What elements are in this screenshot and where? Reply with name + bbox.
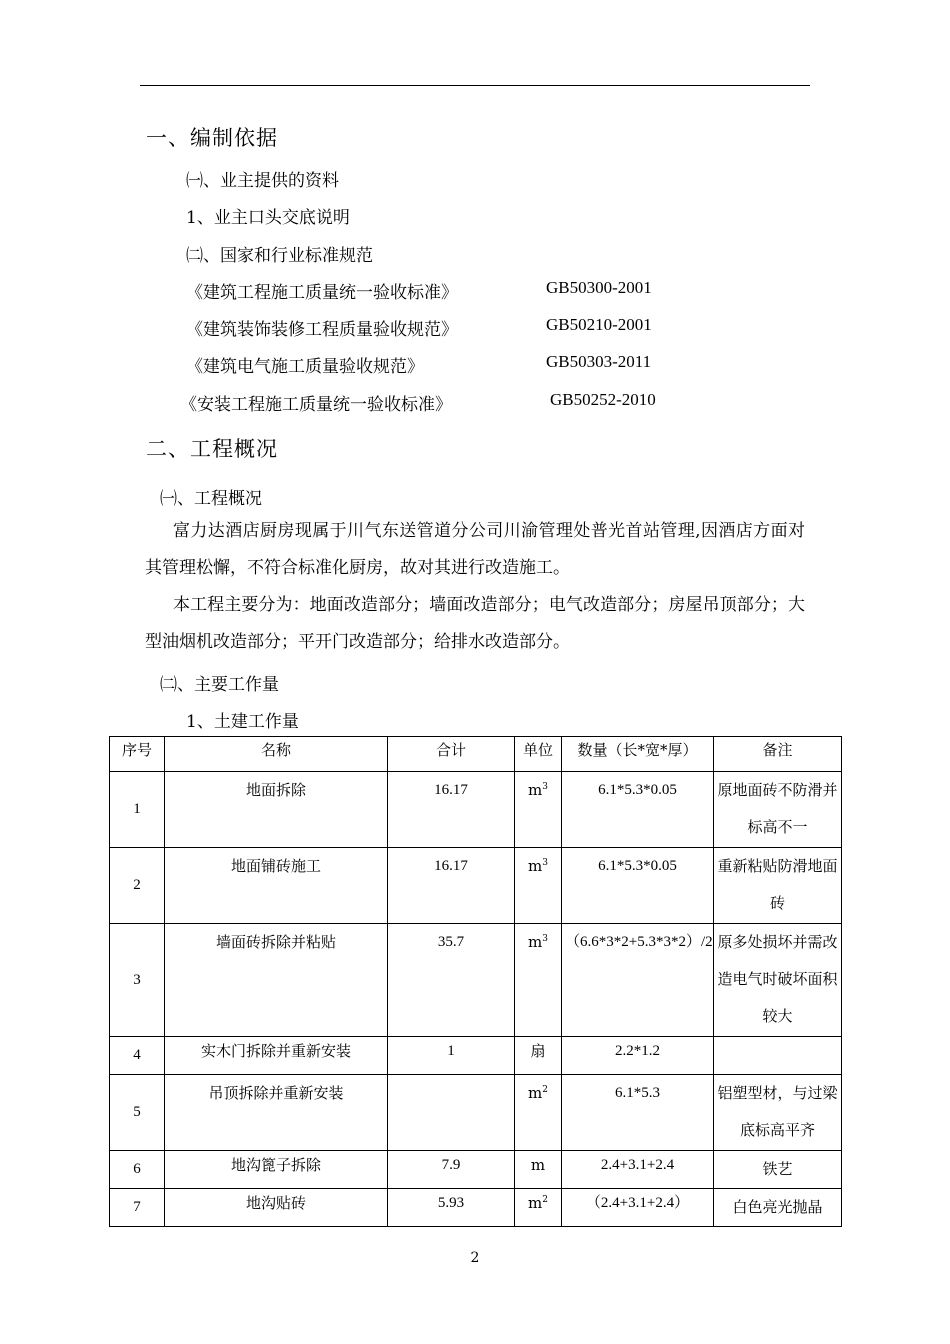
section-2-item-1: 1、土建工作量 bbox=[186, 712, 299, 732]
section-2-title: 二、工程概况 bbox=[146, 437, 278, 461]
cell-no: 1 bbox=[110, 772, 165, 848]
table-header-row bbox=[110, 737, 842, 772]
cell-unit: $m^2$ bbox=[515, 1075, 562, 1151]
cell-no: 3 bbox=[110, 924, 165, 1037]
header-qty: 数量（长*宽*厚） bbox=[562, 737, 714, 772]
cell-qty: 2.2*1.2 bbox=[562, 1037, 714, 1075]
table-row bbox=[110, 1151, 842, 1189]
standard-name: 《建筑电气施工质量验收规范》 bbox=[186, 357, 424, 377]
header-note: 备注 bbox=[714, 737, 842, 772]
cell-qty: 6.1*5.3*0.05 bbox=[562, 848, 714, 924]
cell-name: 实木门拆除并重新安装 bbox=[165, 1037, 388, 1075]
table-row bbox=[110, 1037, 842, 1075]
standard-code: GB50300-2001 bbox=[546, 278, 652, 297]
workload-table bbox=[109, 736, 842, 1227]
standard-code: GB50303-2011 bbox=[546, 352, 652, 371]
standard-code: GB50210-2001 bbox=[546, 315, 652, 334]
section-1-sub-1: ㈠、业主提供的资料 bbox=[186, 171, 339, 191]
cell-unit: $m^3$ bbox=[515, 848, 562, 924]
standard-name: 《建筑工程施工质量统一验收标准》 bbox=[186, 283, 458, 303]
cell-unit: $m^2$ bbox=[515, 1189, 562, 1227]
cell-qty: 2.4+3.1+2.4 bbox=[562, 1151, 714, 1189]
header-no: 序号 bbox=[110, 737, 165, 772]
cell-note bbox=[714, 1037, 842, 1075]
cell-no: 4 bbox=[110, 1037, 165, 1075]
cell-note: 白色亮光抛晶 bbox=[714, 1189, 842, 1227]
overview-paragraph-1: 富力达酒店厨房现属于川气东送管道分公司川渝管理处普光首站管理,因酒店方面对其管理松懈，不符合标准化厨房，故对其进行改造施工。 bbox=[145, 521, 805, 578]
cell-name: 吊顶拆除并重新安装 bbox=[165, 1075, 388, 1151]
cell-qty: 6.1*5.3*0.05 bbox=[562, 772, 714, 848]
cell-note: 原地面砖不防滑并标高不一 bbox=[714, 772, 842, 848]
section-2-sub-2: ㈡、主要工作量 bbox=[160, 675, 279, 695]
cell-name: 墙面砖拆除并粘贴 bbox=[165, 924, 388, 1037]
cell-name: 地面拆除 bbox=[165, 772, 388, 848]
cell-no: 6 bbox=[110, 1151, 165, 1189]
standard-code: GB50252-2010 bbox=[550, 390, 656, 409]
header-total: 合计 bbox=[388, 737, 515, 772]
cell-name: 地面铺砖施工 bbox=[165, 848, 388, 924]
cell-unit: $m^3$ bbox=[515, 772, 562, 848]
standard-name: 《建筑装饰装修工程质量验收规范》 bbox=[186, 320, 458, 340]
cell-qty: （2.4+3.1+2.4） bbox=[562, 1189, 714, 1227]
header-rule bbox=[140, 85, 810, 86]
cell-unit: 扇 bbox=[515, 1037, 562, 1075]
standard-name: 《安装工程施工质量统一验收标准》 bbox=[180, 395, 452, 415]
table-row bbox=[110, 848, 842, 924]
cell-no: 2 bbox=[110, 848, 165, 924]
cell-total: 16.17 bbox=[388, 848, 515, 924]
cell-total: 5.93 bbox=[388, 1189, 515, 1227]
cell-name: 地沟贴砖 bbox=[165, 1189, 388, 1227]
cell-note: 重新粘贴防滑地面砖 bbox=[714, 848, 842, 924]
cell-total: 35.7 bbox=[388, 924, 515, 1037]
table-row bbox=[110, 772, 842, 848]
table-row bbox=[110, 1189, 842, 1227]
section-1-item-1: 1、业主口头交底说明 bbox=[186, 208, 350, 228]
section-1-sub-2: ㈡、国家和行业标准规范 bbox=[186, 246, 373, 266]
table-row bbox=[110, 924, 842, 1037]
section-1-title: 一、编制依据 bbox=[146, 126, 278, 150]
cell-total: 16.17 bbox=[388, 772, 515, 848]
cell-qty: 6.1*5.3 bbox=[562, 1075, 714, 1151]
section-2-sub-1: ㈠、工程概况 bbox=[160, 489, 262, 509]
cell-note: 原多处损坏并需改造电气时破坏面积较大 bbox=[714, 924, 842, 1037]
cell-unit: m bbox=[515, 1151, 562, 1189]
cell-no: 5 bbox=[110, 1075, 165, 1151]
cell-total: 1 bbox=[388, 1037, 515, 1075]
cell-name: 地沟篦子拆除 bbox=[165, 1151, 388, 1189]
cell-unit: $m^3$ bbox=[515, 924, 562, 1037]
page-number: 2 bbox=[470, 1250, 480, 1266]
cell-total: 7.9 bbox=[388, 1151, 515, 1189]
header-name: 名称 bbox=[165, 737, 388, 772]
table-row bbox=[110, 1075, 842, 1151]
cell-note: 铁艺 bbox=[714, 1151, 842, 1189]
cell-qty: （6.6*3*2+5.3*3*2）/2 bbox=[562, 924, 714, 1037]
overview-paragraph-2: 本工程主要分为：地面改造部分；墙面改造部分；电气改造部分；房屋吊顶部分；大型油烟机改造部分；平开门改造部分；给排水改造部分。 bbox=[145, 595, 805, 652]
cell-total bbox=[388, 1075, 515, 1151]
cell-no: 7 bbox=[110, 1189, 165, 1227]
header-unit: 单位 bbox=[515, 737, 562, 772]
cell-note: 铝塑型材，与过梁底标高平齐 bbox=[714, 1075, 842, 1151]
